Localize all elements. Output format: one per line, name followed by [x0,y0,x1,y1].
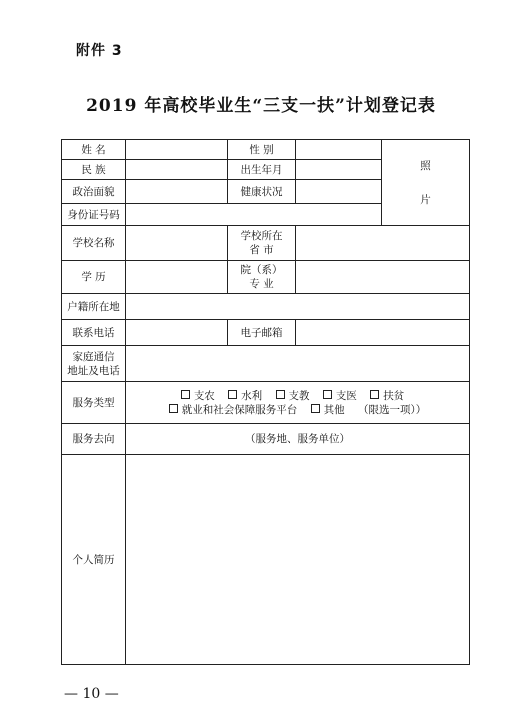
name-label: 姓 名 [62,140,126,160]
service-type-options [126,382,470,424]
name-value[interactable] [126,140,228,160]
phone-label: 联系电话 [62,320,126,346]
page-number: — 10 — [64,686,119,702]
education-label: 学 历 [62,261,126,294]
checkbox-icon[interactable] [169,404,178,413]
checkbox-icon[interactable] [311,404,320,413]
ethnicity-label: 民 族 [62,160,126,180]
checkbox-icon[interactable] [228,390,237,399]
hukou-label: 户籍所在地 [62,294,126,320]
option-medical[interactable]: 支医 [323,390,357,402]
gender-label: 性 别 [228,140,296,160]
checkbox-icon[interactable] [323,390,332,399]
health-label: 健康状况 [228,180,296,204]
department-value[interactable] [296,261,470,294]
school-name-value[interactable] [126,226,228,261]
email-value[interactable] [296,320,470,346]
resume-value[interactable] [126,455,470,665]
photo-box [382,140,470,226]
family-label: 家庭通信 地址及电话 [62,346,126,382]
photo-label-top: 照 [420,159,431,172]
option-teaching[interactable]: 支教 [276,390,310,402]
resume-label: 个人简历 [62,455,126,665]
option-other[interactable]: 其他 [311,404,345,416]
school-name-label: 学校名称 [62,226,126,261]
registration-form [61,139,470,665]
birth-label: 出生年月 [228,160,296,180]
birth-value[interactable] [296,160,382,180]
service-type-label: 服务类型 [62,382,126,424]
checkbox-icon[interactable] [276,390,285,399]
school-location-value[interactable] [296,226,470,261]
id-number-value[interactable] [126,204,382,226]
education-value[interactable] [126,261,228,294]
option-agriculture[interactable]: 支农 [181,390,215,402]
checkbox-icon[interactable] [181,390,190,399]
email-label: 电子邮箱 [228,320,296,346]
school-location-label: 学校所在 省 市 [228,226,296,261]
department-label: 院（系） 专 业 [228,261,296,294]
gender-value[interactable] [296,140,382,160]
option-poverty[interactable]: 扶贫 [370,390,404,402]
service-dest-label: 服务去向 [62,424,126,455]
hukou-value[interactable] [126,294,470,320]
ethnicity-value[interactable] [126,160,228,180]
political-label: 政治面貌 [62,180,126,204]
option-water[interactable]: 水利 [228,390,262,402]
family-value[interactable] [126,346,470,382]
option-note: （限选一项）） [357,403,427,416]
id-number-label: 身份证号码 [62,204,126,226]
photo-label-bottom: 片 [420,193,431,206]
health-value[interactable] [296,180,382,204]
service-dest-hint: （服务地、服务单位） [245,433,350,445]
political-value[interactable] [126,180,228,204]
phone-value[interactable] [126,320,228,346]
service-dest-value[interactable] [126,424,470,455]
checkbox-icon[interactable] [370,390,379,399]
form-title: 2019 年高校毕业生“三支一扶”计划登记表 [86,96,436,116]
attachment-label: 附件 3 [76,43,123,59]
option-employment[interactable]: 就业和社会保障服务平台 [169,404,298,416]
